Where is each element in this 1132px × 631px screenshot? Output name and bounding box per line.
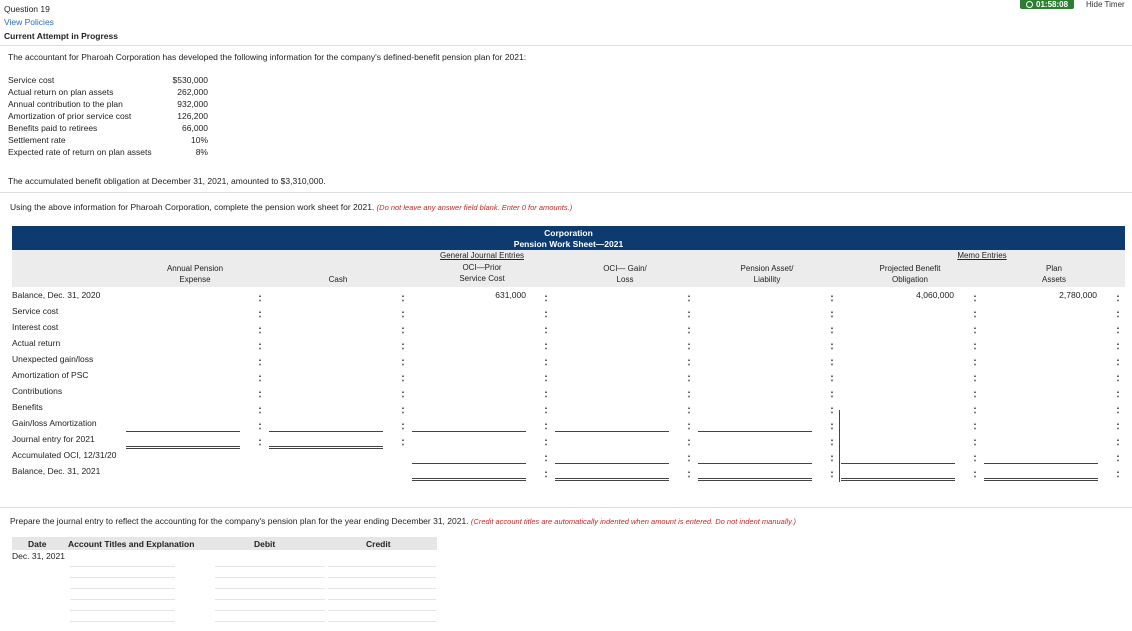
account-selector-icon[interactable]: ▲ ▼ xyxy=(973,309,977,319)
header-oci-gain-loss: OCI— Gain/ Loss xyxy=(603,264,647,284)
je-col-credit: Credit xyxy=(366,539,391,549)
worksheet-input-gl[interactable] xyxy=(555,402,669,417)
account-selector-icon[interactable]: ▲ ▼ xyxy=(401,373,405,383)
worksheet-input-gl[interactable] xyxy=(555,290,669,305)
worksheet-input-pa[interactable] xyxy=(984,322,1098,337)
je-col-debit: Debit xyxy=(254,539,276,549)
account-selector-icon[interactable]: ▲ ▼ xyxy=(401,293,405,303)
row-label-contributions: Contributions xyxy=(12,386,63,396)
account-selector-icon[interactable]: ▲ ▼ xyxy=(687,357,691,367)
account-selector-icon[interactable]: ▲ ▼ xyxy=(1116,325,1120,335)
account-selector-icon[interactable]: ▲ ▼ xyxy=(687,373,691,383)
worksheet-input-gl[interactable] xyxy=(555,354,669,369)
journal-entry-input[interactable] xyxy=(215,610,325,611)
account-selector-icon[interactable]: ▲ ▼ xyxy=(687,405,691,415)
worksheet-input-pbo[interactable] xyxy=(841,370,955,385)
account-selector-icon[interactable]: ▲ ▼ xyxy=(973,453,977,463)
total-underline xyxy=(269,431,383,432)
worksheet-input-pal[interactable] xyxy=(698,402,812,417)
worksheet-input-gl[interactable] xyxy=(555,386,669,401)
account-selector-icon[interactable]: ▲ ▼ xyxy=(973,293,977,303)
divider xyxy=(0,45,1132,46)
je-date: Dec. 31, 2021 xyxy=(12,551,65,561)
worksheet-input-psc[interactable] xyxy=(412,370,526,385)
journal-entry-input[interactable] xyxy=(328,566,436,567)
account-selector-icon[interactable]: ▲ ▼ xyxy=(1116,453,1120,463)
worksheet-input-ape[interactable] xyxy=(126,306,240,321)
header-projected-benefit-obligation: Projected Benefit Obligation xyxy=(879,264,941,284)
worksheet-input-pbo[interactable] xyxy=(841,306,955,321)
account-selector-icon[interactable]: ▲ ▼ xyxy=(1116,437,1120,447)
worksheet-title: Corporation Pension Work Sheet—2021 xyxy=(12,226,1125,250)
abo-statement: The accumulated benefit obligation at December 31, 2021, amounted to $3,310,000. xyxy=(8,176,326,186)
account-selector-icon[interactable]: ▲ ▼ xyxy=(258,341,262,351)
worksheet-input-psc[interactable] xyxy=(412,386,526,401)
account-selector-icon[interactable]: ▲ ▼ xyxy=(687,469,691,479)
worksheet-input-pa[interactable] xyxy=(984,306,1098,321)
journal-entry-input[interactable] xyxy=(215,577,325,578)
worksheet-input-pbo[interactable] xyxy=(841,338,955,353)
worksheet-input-pbo[interactable] xyxy=(841,434,955,449)
account-selector-icon[interactable]: ▲ ▼ xyxy=(401,405,405,415)
account-selector-icon[interactable]: ▲ ▼ xyxy=(544,453,548,463)
worksheet-input-pbo[interactable] xyxy=(841,418,955,433)
account-selector-icon[interactable]: ▲ ▼ xyxy=(544,437,548,447)
je-col-date: Date xyxy=(28,539,47,549)
info-row: Settlement rate 10% xyxy=(8,135,208,145)
account-selector-icon[interactable]: ▲ ▼ xyxy=(687,341,691,351)
worksheet-input-pa[interactable] xyxy=(984,434,1098,449)
account-selector-icon[interactable]: ▲ ▼ xyxy=(830,293,834,303)
account-selector-icon[interactable]: ▲ ▼ xyxy=(544,309,548,319)
worksheet-input-cash[interactable] xyxy=(269,290,383,305)
row-label-service-cost: Service cost xyxy=(12,306,59,316)
worksheet-input-psc[interactable] xyxy=(412,434,526,449)
account-selector-icon[interactable]: ▲ ▼ xyxy=(544,357,548,367)
worksheet-instruction: Using the above information for Pharoah Corporation, complete the pension work sheet for 2021. (Do not leave any answer field blank. Enter 0 for amounts.) xyxy=(10,202,573,212)
account-selector-icon[interactable]: ▲ ▼ xyxy=(258,293,262,303)
journal-entry-input[interactable] xyxy=(70,599,175,600)
header-general-journal: General Journal Entries xyxy=(439,251,525,260)
account-selector-icon[interactable]: ▲ ▼ xyxy=(258,309,262,319)
worksheet-input-pa[interactable] xyxy=(984,402,1098,417)
worksheet-input-pal[interactable] xyxy=(698,338,812,353)
journal-entry-input[interactable] xyxy=(70,566,175,567)
total-underline xyxy=(841,463,955,464)
account-selector-icon[interactable]: ▲ ▼ xyxy=(830,373,834,383)
account-selector-icon[interactable]: ▲ ▼ xyxy=(544,341,548,351)
account-selector-icon[interactable]: ▲ ▼ xyxy=(544,469,548,479)
account-selector-icon[interactable]: ▲ ▼ xyxy=(687,421,691,431)
total-underline xyxy=(984,463,1098,464)
account-selector-icon[interactable]: ▲ ▼ xyxy=(973,421,977,431)
account-selector-icon[interactable]: ▲ ▼ xyxy=(830,389,834,399)
worksheet-header xyxy=(12,250,1125,287)
view-policies-link[interactable]: View Policies xyxy=(4,17,54,27)
worksheet-input-pa[interactable] xyxy=(984,386,1098,401)
account-selector-icon[interactable]: ▲ ▼ xyxy=(544,405,548,415)
row-label-balance-2020: Balance, Dec. 31, 2020 xyxy=(12,290,101,300)
account-selector-icon[interactable]: ▲ ▼ xyxy=(973,437,977,447)
worksheet-input-pa[interactable] xyxy=(984,370,1098,385)
worksheet-input-ape[interactable] xyxy=(126,338,240,353)
worksheet-input-ape[interactable] xyxy=(126,322,240,337)
worksheet-input-psc[interactable] xyxy=(412,354,526,369)
row-label-actual-return: Actual return xyxy=(12,338,61,348)
account-selector-icon[interactable]: ▲ ▼ xyxy=(973,373,977,383)
account-selector-icon[interactable]: ▲ ▼ xyxy=(401,357,405,367)
worksheet-input-pal[interactable] xyxy=(698,434,812,449)
total-double-underline xyxy=(269,446,383,449)
worksheet-input-cash[interactable] xyxy=(269,338,383,353)
journal-entry-input[interactable] xyxy=(70,588,175,589)
journal-entry-input[interactable] xyxy=(70,577,175,578)
worksheet-input-psc[interactable] xyxy=(412,322,526,337)
account-selector-icon[interactable]: ▲ ▼ xyxy=(830,405,834,415)
divider xyxy=(0,507,1132,508)
account-selector-icon[interactable]: ▲ ▼ xyxy=(1116,309,1120,319)
timer-display: 01:58:08 xyxy=(1020,0,1074,9)
worksheet-input-ape[interactable] xyxy=(126,402,240,417)
account-selector-icon[interactable]: ▲ ▼ xyxy=(401,309,405,319)
info-row: Benefits paid to retirees 66,000 xyxy=(8,123,208,133)
balance-psc-value[interactable]: 631,000 xyxy=(495,290,526,300)
total-double-underline xyxy=(412,478,526,481)
column-divider xyxy=(839,410,840,482)
total-underline xyxy=(412,463,526,464)
total-underline xyxy=(698,431,812,432)
worksheet-input-pbo[interactable] xyxy=(841,354,955,369)
worksheet-input-gl[interactable] xyxy=(555,322,669,337)
worksheet-input-pa[interactable] xyxy=(984,338,1098,353)
worksheet-input-cash[interactable] xyxy=(269,354,383,369)
account-selector-icon[interactable]: ▲ ▼ xyxy=(401,437,405,447)
total-underline xyxy=(126,431,240,432)
row-label-balance-2021: Balance, Dec. 31, 2021 xyxy=(12,466,101,476)
account-selector-icon[interactable]: ▲ ▼ xyxy=(1116,421,1120,431)
worksheet-input-pa[interactable] xyxy=(984,354,1098,369)
worksheet-input-pbo[interactable] xyxy=(841,386,955,401)
worksheet-input-cash[interactable] xyxy=(269,306,383,321)
worksheet-input-ape[interactable] xyxy=(126,370,240,385)
account-selector-icon[interactable]: ▲ ▼ xyxy=(830,325,834,335)
account-selector-icon[interactable]: ▲ ▼ xyxy=(830,309,834,319)
account-selector-icon[interactable]: ▲ ▼ xyxy=(1116,469,1120,479)
header-pension-asset-liability: Pension Asset/ Liability xyxy=(740,264,794,284)
total-underline xyxy=(698,463,812,464)
account-selector-icon[interactable]: ▲ ▼ xyxy=(687,325,691,335)
account-selector-icon[interactable]: ▲ ▼ xyxy=(544,325,548,335)
account-selector-icon[interactable]: ▲ ▼ xyxy=(1116,405,1120,415)
instruction-note: (Do not leave any answer field blank. Enter 0 for amounts.) xyxy=(376,203,573,212)
journal-entry-input[interactable] xyxy=(328,621,436,622)
question-intro: The accountant for Pharoah Corporation has developed the following information for the company's defined-benefit pension plan for 2021: xyxy=(8,52,527,62)
account-selector-icon[interactable]: ▲ ▼ xyxy=(1116,373,1120,383)
journal-entry-note: (Credit account titles are automatically indented when amount is entered. Do not indent manually.) xyxy=(470,517,796,526)
header-cash: Cash xyxy=(328,275,348,284)
journal-entry-input[interactable] xyxy=(215,566,325,567)
row-label-gain-loss-amortization: Gain/loss Amortization xyxy=(12,418,97,428)
row-label-benefits: Benefits xyxy=(12,402,43,412)
worksheet-input-pal[interactable] xyxy=(698,306,812,321)
row-label-unexpected-gain-loss: Unexpected gain/loss xyxy=(12,354,94,364)
worksheet-input-pa[interactable] xyxy=(984,418,1098,433)
worksheet-input-pbo[interactable] xyxy=(841,322,955,337)
account-selector-icon[interactable]: ▲ ▼ xyxy=(258,325,262,335)
account-selector-icon[interactable]: ▲ ▼ xyxy=(973,341,977,351)
worksheet-input-pal[interactable] xyxy=(698,354,812,369)
account-selector-icon[interactable]: ▲ ▼ xyxy=(973,389,977,399)
header-oci-prior-service-cost: OCI—Prior Service Cost xyxy=(459,263,505,283)
worksheet-input-gl[interactable] xyxy=(555,370,669,385)
info-row: Amortization of prior service cost 126,200 xyxy=(8,111,208,121)
account-selector-icon[interactable]: ▲ ▼ xyxy=(830,341,834,351)
account-selector-icon[interactable]: ▲ ▼ xyxy=(258,373,262,383)
account-selector-icon[interactable]: ▲ ▼ xyxy=(1116,389,1120,399)
account-selector-icon[interactable]: ▲ ▼ xyxy=(258,357,262,367)
account-selector-icon[interactable]: ▲ ▼ xyxy=(830,421,834,431)
hide-timer-button[interactable]: Hide Timer xyxy=(1086,0,1125,9)
account-selector-icon[interactable]: ▲ ▼ xyxy=(401,421,405,431)
account-selector-icon[interactable]: ▲ ▼ xyxy=(544,389,548,399)
worksheet-input-ape[interactable] xyxy=(126,354,240,369)
account-selector-icon[interactable]: ▲ ▼ xyxy=(687,293,691,303)
account-selector-icon[interactable]: ▲ ▼ xyxy=(973,325,977,335)
row-label-accumulated-oci: Accumulated OCI, 12/31/20 xyxy=(12,450,117,460)
account-selector-icon[interactable]: ▲ ▼ xyxy=(258,437,262,447)
account-selector-icon[interactable]: ▲ ▼ xyxy=(544,293,548,303)
total-underline xyxy=(555,463,669,464)
account-selector-icon[interactable]: ▲ ▼ xyxy=(401,325,405,335)
info-row: Annual contribution to the plan 932,000 xyxy=(8,99,208,109)
total-double-underline xyxy=(984,478,1098,481)
total-double-underline xyxy=(555,478,669,481)
worksheet-input-gl[interactable] xyxy=(555,338,669,353)
worksheet-input-pal[interactable] xyxy=(698,322,812,337)
account-selector-icon[interactable]: ▲ ▼ xyxy=(258,389,262,399)
total-double-underline xyxy=(698,478,812,481)
worksheet-input-cash[interactable] xyxy=(269,370,383,385)
journal-entry-input[interactable] xyxy=(215,588,325,589)
clock-icon xyxy=(1026,1,1033,8)
account-selector-icon[interactable]: ▲ ▼ xyxy=(258,421,262,431)
worksheet-input-psc[interactable] xyxy=(412,402,526,417)
worksheet-input-cash[interactable] xyxy=(269,402,383,417)
journal-entry-input[interactable] xyxy=(328,599,436,600)
journal-entry-input[interactable] xyxy=(215,621,325,622)
info-table xyxy=(8,74,208,158)
journal-entry-header xyxy=(12,537,437,550)
account-selector-icon[interactable]: ▲ ▼ xyxy=(687,389,691,399)
total-double-underline xyxy=(841,478,955,481)
worksheet-input-gl[interactable] xyxy=(555,434,669,449)
je-col-account: Account Titles and Explanation xyxy=(68,539,195,549)
journal-entry-input[interactable] xyxy=(328,610,436,611)
journal-entry-input[interactable] xyxy=(215,599,325,600)
attempt-status: Current Attempt in Progress xyxy=(4,31,118,41)
account-selector-icon[interactable]: ▲ ▼ xyxy=(830,437,834,447)
info-row: Actual return on plan assets 262,000 xyxy=(8,87,208,97)
total-double-underline xyxy=(126,446,240,449)
journal-entry-input[interactable] xyxy=(70,621,175,622)
account-selector-icon[interactable]: ▲ ▼ xyxy=(401,389,405,399)
journal-entry-input[interactable] xyxy=(328,588,436,589)
account-selector-icon[interactable]: ▲ ▼ xyxy=(830,453,834,463)
account-selector-icon[interactable]: ▲ ▼ xyxy=(1116,341,1120,351)
journal-entry-instruction: Prepare the journal entry to reflect the accounting for the company's pension plan for the year ending December 31, 2021. (Credit account titles are automatically indented when amount is entered. Do not indent manually.) xyxy=(10,516,796,526)
worksheet-input-psc[interactable] xyxy=(412,338,526,353)
total-underline xyxy=(412,431,526,432)
header-memo-entries: Memo Entries xyxy=(957,251,1007,260)
worksheet-input-ape[interactable] xyxy=(126,290,240,305)
balance-plan-assets-value[interactable]: 2,780,000 xyxy=(1059,290,1097,300)
worksheet-input-cash[interactable] xyxy=(269,322,383,337)
header-plan-assets: Plan Assets xyxy=(1041,264,1066,284)
worksheet-input-psc[interactable] xyxy=(412,306,526,321)
journal-entry-input[interactable] xyxy=(328,577,436,578)
account-selector-icon[interactable]: ▲ ▼ xyxy=(687,453,691,463)
account-selector-icon[interactable]: ▲ ▼ xyxy=(401,341,405,351)
worksheet-input-gl[interactable] xyxy=(555,306,669,321)
account-selector-icon[interactable]: ▲ ▼ xyxy=(687,437,691,447)
row-label-amortization-psc: Amortization of PSC xyxy=(12,370,89,380)
balance-pbo-value[interactable]: 4,060,000 xyxy=(916,290,954,300)
row-label-journal-entry: Journal entry for 2021 xyxy=(12,434,95,444)
info-row: Service cost $530,000 xyxy=(8,75,208,85)
account-selector-icon[interactable]: ▲ ▼ xyxy=(830,357,834,367)
worksheet-input-pal[interactable] xyxy=(698,386,812,401)
worksheet-input-pbo[interactable] xyxy=(841,402,955,417)
header-annual-pension-expense: Annual Pension Expense xyxy=(166,264,224,284)
info-row: Expected rate of return on plan assets 8% xyxy=(8,147,208,157)
account-selector-icon[interactable]: ▲ ▼ xyxy=(1116,357,1120,367)
account-selector-icon[interactable]: ▲ ▼ xyxy=(544,421,548,431)
worksheet-input-pal[interactable] xyxy=(698,370,812,385)
account-selector-icon[interactable]: ▲ ▼ xyxy=(1116,293,1120,303)
account-selector-icon[interactable]: ▲ ▼ xyxy=(973,469,977,479)
worksheet-input-ape[interactable] xyxy=(126,386,240,401)
account-selector-icon[interactable]: ▲ ▼ xyxy=(973,357,977,367)
account-selector-icon[interactable]: ▲ ▼ xyxy=(544,373,548,383)
question-title: Question 19 xyxy=(4,4,50,14)
journal-entry-input[interactable] xyxy=(70,610,175,611)
account-selector-icon[interactable]: ▲ ▼ xyxy=(687,309,691,319)
account-selector-icon[interactable]: ▲ ▼ xyxy=(258,405,262,415)
divider xyxy=(0,192,1132,193)
worksheet-input-pal[interactable] xyxy=(698,290,812,305)
account-selector-icon[interactable]: ▲ ▼ xyxy=(830,469,834,479)
total-underline xyxy=(555,431,669,432)
row-label-interest-cost: Interest cost xyxy=(12,322,59,332)
worksheet-input-cash[interactable] xyxy=(269,386,383,401)
account-selector-icon[interactable]: ▲ ▼ xyxy=(973,405,977,415)
